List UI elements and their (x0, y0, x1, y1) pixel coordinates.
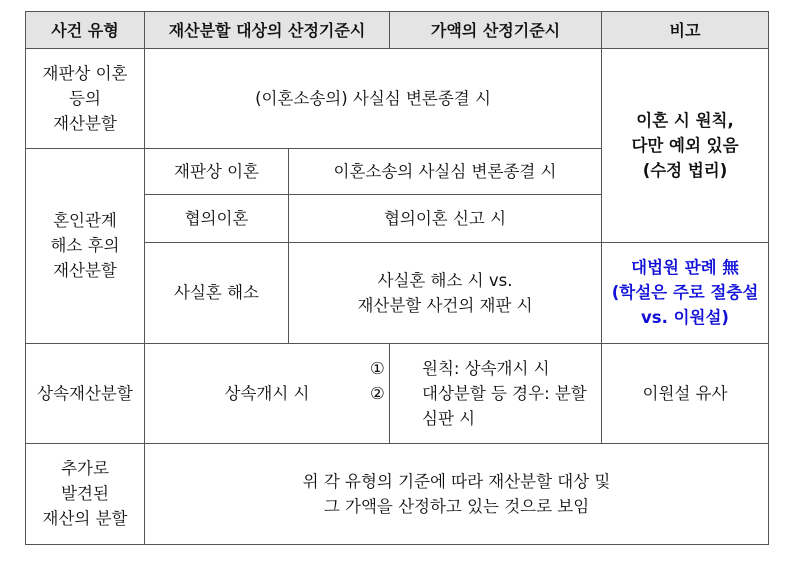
sub-label-de-facto-marriage: 사실혼 해소 (145, 242, 289, 343)
case-type-after-dissolution: 혼인관계 해소 후의 재산분할 (26, 148, 145, 343)
item-text: 대상분할 등 경우: 분할 심판 시 (422, 383, 587, 428)
header-row (26, 12, 769, 49)
header-value-basis: 가액의 산정기준시 (390, 12, 602, 49)
remark-divorce-rule: 이혼 시 원칙, 다만 예외 있음 (수정 법리) (602, 49, 769, 242)
case-type-judicial-divorce: 재판상 이혼 등의 재산분할 (26, 49, 145, 148)
case-type-inheritance: 상속재산분할 (26, 343, 145, 443)
value-item-principle (370, 356, 597, 381)
sub-basis-de-facto-marriage: 사실혼 해소 시 vs. 재산분할 사건의 재판 시 (289, 242, 602, 343)
header-case-type: 사건 유형 (26, 12, 145, 49)
basis-additional-property: 위 각 유형의 기준에 따라 재산분할 대상 및 그 가액을 산정하고 있는 것으로 보임 (145, 443, 769, 544)
criteria-table (25, 11, 769, 545)
header-target-basis: 재산분할 대상의 산정기준시 (145, 12, 390, 49)
remark-inheritance: 이원설 유사 (602, 343, 769, 443)
case-type-additional-property: 추가로 발견된 재산의 분할 (26, 443, 145, 544)
sub-basis-judicial-divorce: 이혼소송의 사실심 변론종결 시 (289, 148, 602, 195)
sub-label-agreement-divorce: 협의이혼 (145, 195, 289, 243)
item-mark: ② (370, 383, 385, 403)
basis-judicial-divorce: (이혼소송의) 사실심 변론종결 시 (145, 49, 602, 148)
sub-label-judicial-divorce: 재판상 이혼 (145, 148, 289, 195)
row-additional-property (26, 443, 769, 544)
value-item-substitute-division (370, 381, 597, 431)
value-basis-inheritance (370, 343, 602, 443)
item-mark: ① (370, 358, 385, 378)
sub-basis-agreement-divorce: 협의이혼 신고 시 (289, 195, 602, 243)
remark-no-precedent: 대법원 판례 無 (학설은 주로 절충설 vs. 이원설) (602, 242, 769, 343)
row-inheritance (26, 343, 769, 443)
item-text: 원칙: 상속개시 시 (422, 358, 550, 378)
row-judicial-divorce (26, 49, 769, 148)
header-remarks: 비고 (602, 12, 769, 49)
target-basis-inheritance: 상속개시 시 (145, 343, 390, 443)
